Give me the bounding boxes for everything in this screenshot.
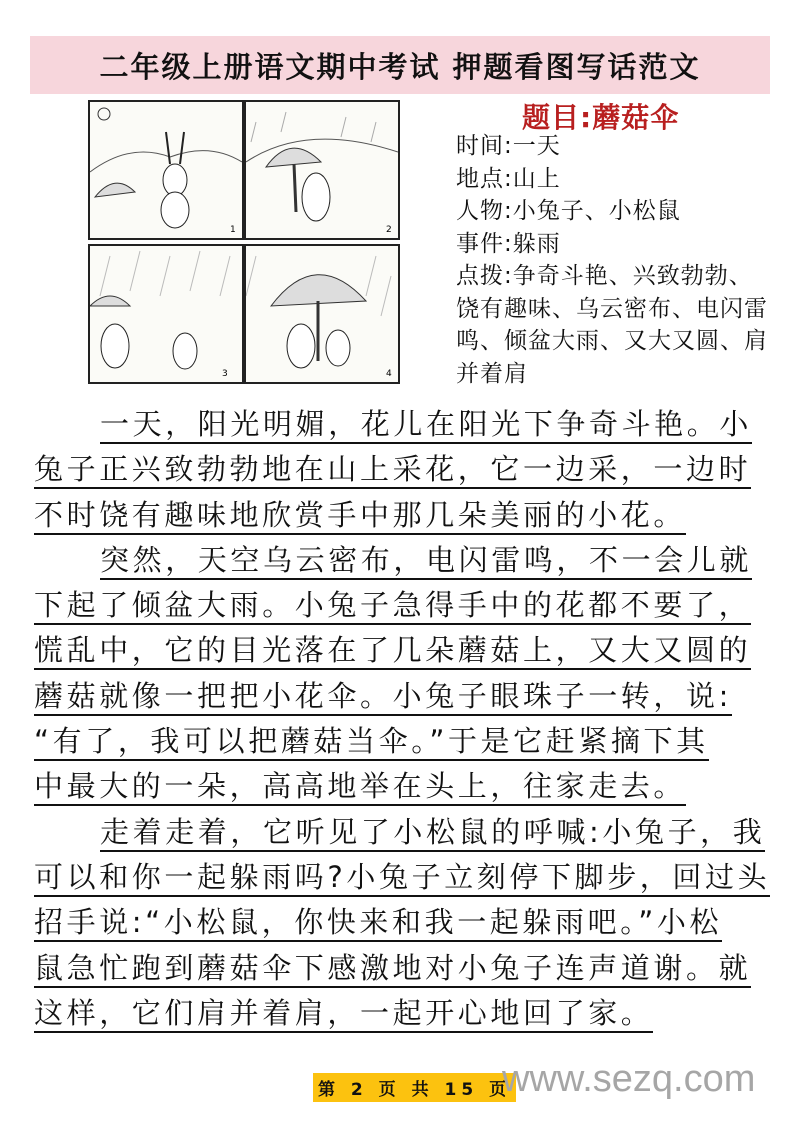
essay-line [34,402,770,447]
essay-line [34,447,770,492]
essay-line-text: 鼠急忙跑到蘑菇伞下感激地对小兔子连声道谢。就 [34,951,751,988]
svg-text:1: 1 [230,225,236,235]
rabbit-and-squirrel-under-mushroom-drawing [246,246,398,382]
comic-panel-2 [244,100,400,240]
essay-line-text: 可以和你一起躲雨吗?小兔子立刻停下脚步，回过头 [34,860,770,897]
info-hints: 点拨:争奇斗艳、兴致勃勃、饶有趣味、乌云密布、电闪雷鸣、倾盆大雨、又大又圆、肩并着肩 [456,263,768,387]
essay-topic: 题目:蘑菇伞 [522,101,680,134]
essay-line-text: 兔子正兴致勃勃地在山上采花，它一边采，一边时 [34,452,751,489]
info-event: 事件:躲雨 [456,230,561,257]
essay-line [34,946,770,991]
essay-line [34,493,770,538]
essay-line-text: 这样，它们肩并着肩，一起开心地回了家。 [34,996,653,1033]
title-banner [30,36,770,94]
essay-body [34,402,770,1036]
page-title: 二年级上册语文期中考试 押题看图写话范文 [99,49,701,84]
comic-panel-4 [244,244,400,384]
essay-line-text: 中最大的一朵，高高地举在头上，往家走去。 [34,769,686,806]
svg-text:2: 2 [386,225,392,235]
site-watermark: www.sezq.com [502,1058,756,1100]
essay-line [34,991,770,1036]
essay-line-text: “有了，我可以把蘑菇当伞。”于是它赶紧摘下其 [34,724,709,761]
rabbit-picking-flowers-drawing [90,102,242,238]
essay-line-text: 突然，天空乌云密布，电闪雷鸣，不一会儿就 [100,543,752,580]
rabbit-holding-mushroom-drawing [246,102,398,238]
svg-text:3: 3 [222,369,228,379]
info-characters: 人物:小兔子、小松鼠 [456,198,681,224]
essay-line [34,674,770,719]
essay-line-text: 下起了倾盆大雨。小兔子急得手中的花都不要了， [34,588,751,625]
essay-line [34,538,770,583]
essay-line [34,900,770,945]
info-time: 时间:一天 [456,133,561,159]
essay-line-text: 不时饶有趣味地欣赏手中那几朵美丽的小花。 [34,498,686,535]
svg-text:4: 4 [386,369,392,379]
comic-panel-3 [88,244,244,384]
comic-panel-1 [88,100,244,240]
essay-line-text: 慌乱中，它的目光落在了几朵蘑菇上，又大又圆的 [34,633,751,670]
page-number: 第 2 页 共 15 页 [313,1073,516,1102]
essay-line-text: 蘑菇就像一把把小花伞。小兔子眼珠子一转，说: [34,679,732,716]
essay-line-text: 走着走着，它听见了小松鼠的呼喊:小兔子，我 [100,815,765,852]
essay-line-text: 一天，阳光明媚，花儿在阳光下争奇斗艳。小 [100,407,752,444]
essay-info [456,130,776,390]
essay-line [34,855,770,900]
comic-illustration [88,100,440,382]
info-place: 地点:山上 [456,165,561,192]
essay-line [34,764,770,809]
essay-line-text: 招手说:“小松鼠，你快来和我一起躲雨吧。”小松 [34,905,722,942]
essay-line [34,719,770,764]
essay-line [34,628,770,673]
essay-line [34,810,770,855]
essay-line [34,583,770,628]
rabbit-and-squirrel-in-rain-drawing [90,246,242,382]
